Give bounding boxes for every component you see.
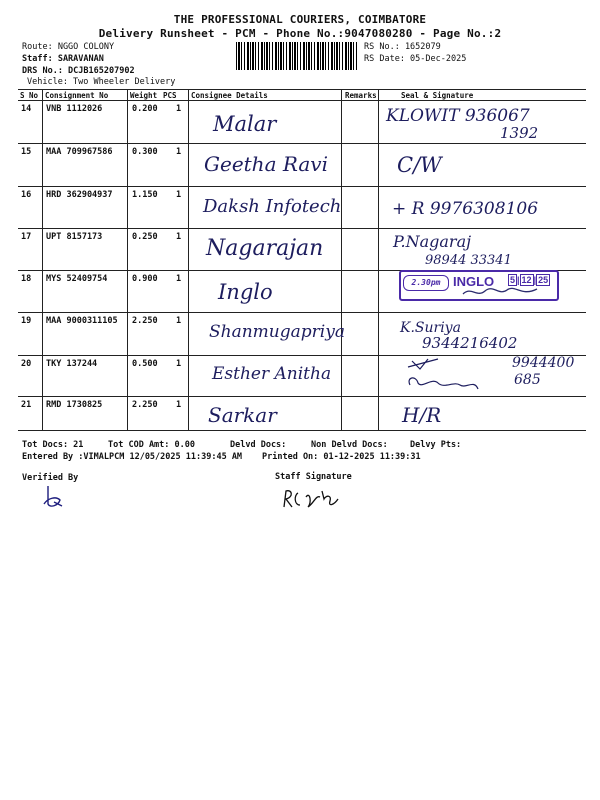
row-consignment: VNB 1112026 [46,104,103,114]
stamp-day: 5 [510,275,516,285]
row-consignee-handwriting: Esther Anitha [212,364,332,384]
row-divider [18,186,586,187]
staff-signature-label: Staff Signature [275,472,352,482]
row-pcs: 1 [176,400,182,410]
staff-label: Staff: SARAVANAN [22,54,104,64]
printed-on: Printed On: 01-12-2025 11:39:31 [262,452,421,462]
col-divider [341,89,342,430]
drs-number: DRS No.: DCJB165207902 [22,66,135,76]
company-title: THE PROFESSIONAL COURIERS, COIMBATORE [173,13,427,26]
verified-by-label: Verified By [22,473,79,483]
col-header-consignment: Consignment No [45,91,109,100]
col-header-consignee: Consignee Details [191,91,268,100]
row-consignee-handwriting: Sarkar [208,403,277,427]
row-weight: 1.150 [132,190,158,200]
col-divider [188,89,189,430]
col-header-weight: Weight [130,91,158,100]
col-header-sno: S No [20,91,39,100]
row-consignee-handwriting: Inglo [218,280,273,304]
row-weight: 0.300 [132,147,158,157]
col-divider [42,89,43,430]
row-weight: 2.250 [132,316,158,326]
row-consignment: MYS 52409754 [46,274,108,284]
col-header-seal-signature: Seal & Signature [401,91,474,100]
stamp-date: 5 | 12 | 25 [510,275,549,285]
row-sno: 19 [21,316,32,326]
row-consignee-handwriting: Shanmugapriya [209,322,345,342]
row-seal-handwriting: 98944 33341 [425,253,512,268]
row-divider [18,396,586,397]
row-consignment: MAA 9000311105 [46,316,118,326]
row-pcs: 1 [176,316,182,326]
rs-date: RS Date: 05-Dec-2025 [364,54,467,64]
row-sno: 16 [21,190,32,200]
row-seal-handwriting: 9344216402 [422,334,518,352]
row-seal-handwriting: 9944400 [512,355,575,371]
row-weight: 0.900 [132,274,158,284]
row-pcs: 1 [176,147,182,157]
delivery-points: Delvy Pts: [410,440,462,450]
delivery-stamp [399,270,559,301]
row-consignment: HRD 362904937 [46,190,113,200]
row-pcs: 1 [176,274,182,284]
row-consignment: RMD 1730825 [46,400,103,410]
row-weight: 0.250 [132,232,158,242]
col-divider [378,89,379,430]
stamp-name: INGLO [453,274,495,289]
row-sno: 20 [21,359,32,369]
row-seal-handwriting: P.Nagaraj [393,232,472,251]
delivered-docs: Delvd Docs: [230,440,287,450]
row-pcs: 1 [176,190,182,200]
barcode [236,42,358,70]
row-consignee-handwriting: Daksh Infotech [203,196,342,217]
row-sno: 18 [21,274,32,284]
row-divider [18,228,586,229]
row-divider [18,143,586,144]
rs-number: RS No.: 1652079 [364,42,441,52]
row-pcs: 1 [176,232,182,242]
row-seal-handwriting: H/R [402,403,442,427]
stamp-signature-scribble [461,286,541,298]
row-divider [18,355,586,356]
row-seal-handwriting: 1392 [500,124,539,142]
row-pcs: 1 [176,359,182,369]
row-seal-handwriting: 685 [514,372,541,388]
row-consignment: UPT 8157173 [46,232,103,242]
total-cod-amount: Tot COD Amt: 0.00 [108,440,195,450]
row-consignment: MAA 709967586 [46,147,113,157]
entered-by: Entered By :VIMALPCM 12/05/2025 11:39:45 AM [22,452,243,462]
row-consignee-handwriting: Malar [213,112,277,136]
row-sno: 14 [21,104,32,114]
staff-signature [280,485,344,513]
row-weight: 0.500 [132,359,158,369]
row-sno: 17 [21,232,32,242]
row-weight: 0.200 [132,104,158,114]
row-pcs: 1 [176,104,182,114]
stamp-month: 12 [521,275,532,285]
table-bottom-border [18,430,586,431]
table-header-border [18,100,586,101]
route-label: Route: NGGO COLONY [22,42,115,52]
row-consignee-handwriting: Nagarajan [206,236,324,261]
table-top-border [18,89,586,90]
non-delivered-docs: Non Delvd Docs: [311,440,388,450]
row-consignee-handwriting: Geetha Ravi [204,152,328,176]
row-weight: 2.250 [132,400,158,410]
stamp-time: 2.30pm [403,275,449,291]
stamp-year: 25 [538,275,549,285]
row-seal-handwriting: KLOWIT 936067 [386,106,530,126]
row-seal-handwriting: + R 9976308106 [392,199,539,219]
row-consignment: TKY 137244 [46,359,98,369]
total-docs: Tot Docs: 21 [22,440,84,450]
col-divider [127,89,128,430]
row-sno: 15 [21,147,32,157]
row-seal-handwriting: K.Suriya [400,320,461,336]
row-divider [18,312,586,313]
col-header-remarks: Remarks [345,91,377,100]
remark-signature-scribble [398,355,488,395]
row-sno: 21 [21,400,32,410]
row-seal-handwriting: C/W [397,153,442,177]
runsheet-subtitle: Delivery Runsheet - PCM - Phone No.:9047080280 - Page No.:2 [98,27,502,40]
vehicle-label: Vehicle: Two Wheeler Delivery [27,77,176,87]
col-header-pcs: PCS [163,91,177,100]
verifier-signature [38,482,68,510]
